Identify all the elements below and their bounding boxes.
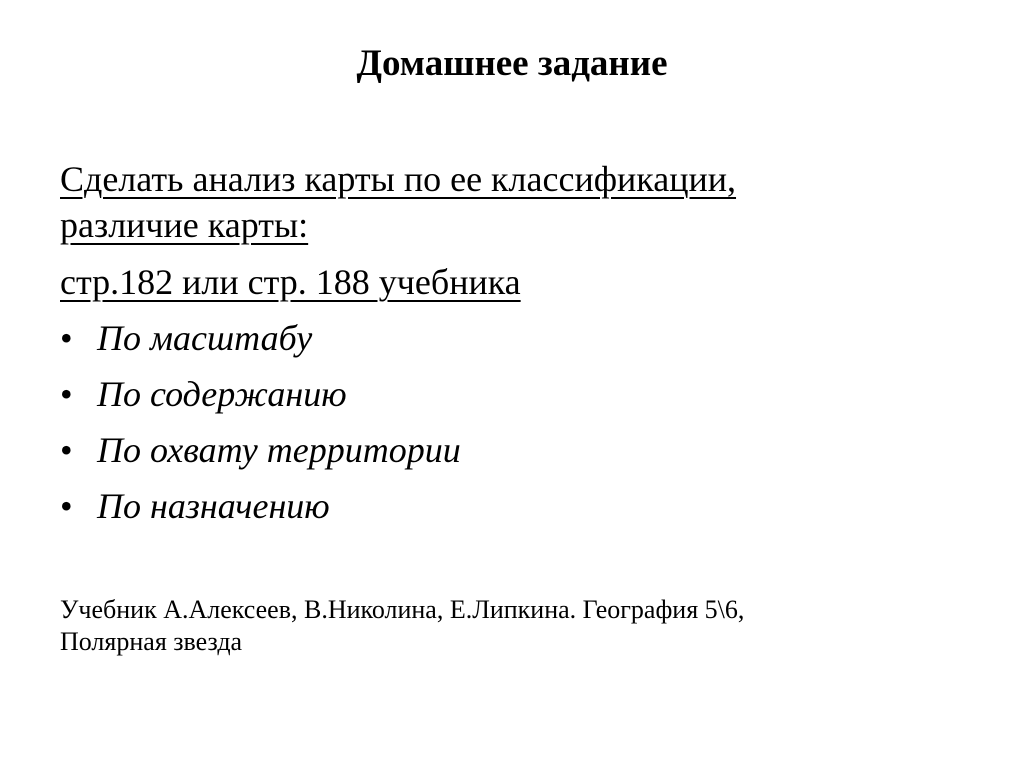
textbook-pages: стр.182 или стр. 188 учебника	[60, 262, 521, 302]
bullet-icon: •	[60, 486, 73, 526]
bullet-icon: •	[60, 318, 73, 358]
task-line-1: Сделать анализ карты по ее классификации,	[60, 159, 737, 199]
criteria-list	[60, 313, 461, 537]
criteria-label: По содержанию	[97, 374, 347, 414]
task-line-2: различие карты:	[60, 205, 309, 245]
list-item	[60, 369, 461, 425]
list-item	[60, 313, 461, 369]
source-line-2: Полярная звезда	[60, 627, 243, 656]
slide-title: Домашнее задание	[356, 43, 668, 84]
criteria-label: По охвату территории	[97, 430, 461, 470]
task-text	[60, 156, 960, 248]
textbook-source	[60, 594, 960, 658]
list-item	[60, 425, 461, 481]
criteria-label: По назначению	[97, 486, 330, 526]
bullet-icon: •	[60, 374, 73, 414]
list-item	[60, 481, 461, 537]
criteria-label: По масштабу	[97, 318, 313, 358]
source-line-1: Учебник А.Алексеев, В.Николина, Е.Липкина. География 5\6,	[60, 595, 745, 624]
bullet-icon: •	[60, 430, 73, 470]
